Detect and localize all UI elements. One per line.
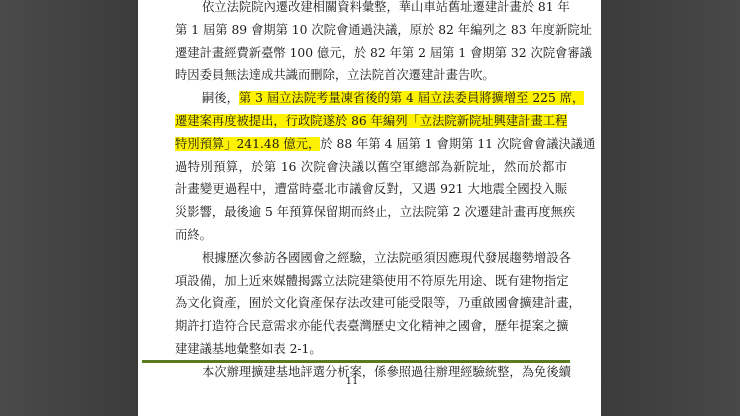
viewer-margin-left [0, 0, 138, 416]
viewer-margin-right [601, 0, 740, 416]
page-body [175, 0, 596, 384]
paragraph-2-line-2 [175, 110, 567, 133]
paragraph-2-line: 災影響，最後逾 5 年預算保留期而終止，立法院第 2 次遷建計畫再度無疾 [175, 205, 576, 220]
paragraph-2-lead: 嗣後， [202, 91, 239, 106]
paragraph-3-line: 建建議基地彙整如表 2-1。 [175, 341, 322, 356]
paragraph-1-line: 依立法院院內遷改建相關資料彙整，華山車站舊址遷建計畫於 81 年 [202, 0, 570, 14]
paragraph-2-line: 計畫變更過程中，遭當時臺北市議會反對，又遇 921 大地震全國投入賑 [175, 182, 567, 197]
paragraph-2-text: 於 88 年第 4 屆第 1 會期第 11 次院會會議決議通 [320, 136, 596, 151]
paragraph-2-line-3 [175, 133, 596, 156]
paragraph-1-line: 時因委員無法達成共識而刪除，立法院首次遷建計畫告吹。 [175, 68, 495, 83]
paragraph-3-line: 根據歷次參訪各國國會之經驗，立法院亟須因應現代發展趨勢增設各 [202, 250, 571, 265]
paragraph-1-line: 遷建計畫經費新臺幣 100 億元，於 82 年第 2 屆第 1 會期第 32 次院會審議 [175, 45, 592, 60]
highlighted-text: 特別預算」241.48 億元， [175, 136, 321, 151]
paragraph-1 [175, 0, 592, 87]
paragraph-2-line: 過特別預算，於第 16 次院會決議以舊空軍總部為新院址，然而於都市 [175, 159, 567, 174]
footer-rule [142, 360, 570, 363]
paragraph-3-line: 為文化資產，囿於文化資產保存法改建可能受限等，乃重啟國會擴建計畫， [175, 296, 581, 311]
highlighted-text: 第 3 屆立法院考量凍省後的第 4 屆立法委員將擴增至 225 席， [238, 91, 585, 106]
paragraph-2 [175, 87, 596, 247]
paragraph-1-line: 第 1 屆第 89 會期第 10 次院會通過決議，原於 82 年編列之 83 年度新院址 [175, 22, 592, 37]
paragraph-3 [175, 247, 581, 361]
paragraph-4-line: 本次辦理擴建基地評選分析案，係參照過往辦理經驗統整，為免後續 [202, 364, 571, 379]
highlighted-text: 遷建案再度被提出，行政院遂於 86 年編列「立法院新院址興建計畫工程 [175, 113, 568, 128]
paragraph-3-line: 期許打造符合民意需求亦能代表臺灣歷史文化精神之國會，歷年提案之擴 [175, 319, 569, 334]
page-number: 11 [345, 376, 359, 387]
paragraph-2-line-1 [175, 87, 585, 110]
paragraph-3-line: 項設備，加上近來媒體揭露立法院建築使用不符原先用途、既有建物指定 [175, 273, 569, 288]
document-page [138, 0, 601, 416]
paragraph-2-line: 而終。 [175, 227, 212, 242]
